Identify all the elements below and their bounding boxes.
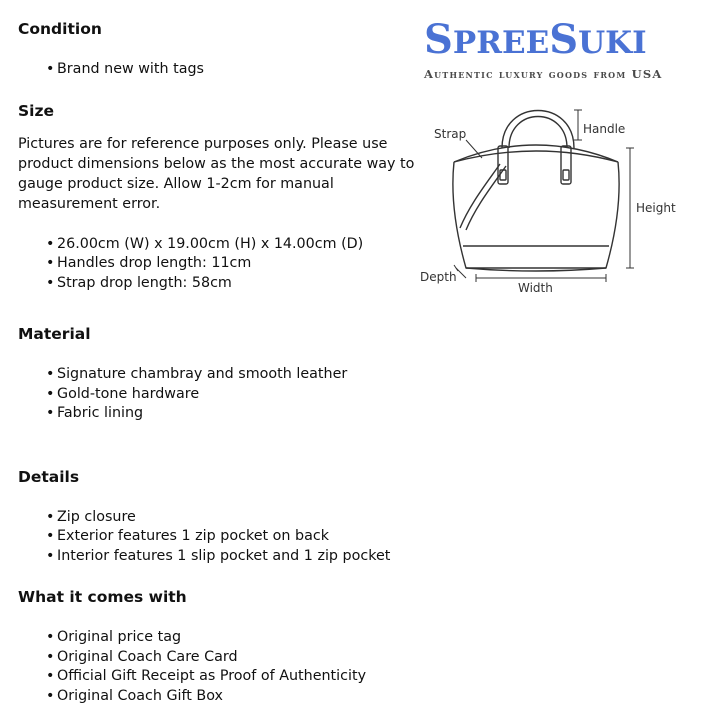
list-item: • Exterior features 1 zip pocket on back — [46, 527, 418, 547]
size-list — [18, 235, 418, 294]
logo-wordmark: SPREESUKI — [424, 16, 647, 63]
logo-tagline: Authentic luxury goods from USA — [424, 67, 663, 81]
list-item: • Fabric lining — [46, 404, 418, 424]
list-item: • Signature chambray and smooth leather — [46, 365, 418, 385]
height-label: Height — [636, 201, 676, 215]
width-label: Width — [518, 281, 553, 295]
depth-label: Depth — [420, 270, 457, 284]
size-heading: Size — [18, 101, 55, 120]
description-column — [18, 19, 418, 706]
size-paragraph: Pictures are for reference purposes only. Please use product dimensions below as the most accurate way to gauge product size. Allow 1-2cm for manual measurement error. — [18, 135, 415, 212]
list-item: • Interior features 1 slip pocket and 1 zip pocket — [46, 547, 418, 567]
details-list — [18, 508, 418, 567]
list-item: • Official Gift Receipt as Proof of Authenticity — [46, 667, 418, 687]
condition-list — [18, 60, 418, 80]
comes-with-list — [18, 628, 418, 706]
material-heading: Material — [18, 325, 91, 343]
list-item: • Strap drop length: 58cm — [46, 274, 418, 294]
list-item: • Original price tag — [46, 628, 418, 648]
strap-label: Strap — [434, 127, 467, 141]
list-item: • Gold-tone hardware — [46, 385, 418, 405]
details-heading: Details — [18, 467, 80, 486]
material-list — [18, 365, 418, 424]
bag-dimension-diagram — [416, 100, 716, 310]
handle-label: Handle — [583, 122, 626, 136]
list-item: • Brand new with tags — [46, 60, 418, 80]
list-item: • 26.00cm (W) x 19.00cm (H) x 14.00cm (D) — [46, 235, 418, 255]
condition-heading: Condition — [18, 20, 102, 38]
spreesuki-logo — [424, 14, 716, 84]
list-item: • Original Coach Gift Box — [46, 687, 418, 707]
list-item: • Handles drop length: 11cm — [46, 254, 418, 274]
list-item: • Zip closure — [46, 508, 418, 528]
bag-body-icon — [453, 162, 619, 268]
list-item: • Original Coach Care Card — [46, 648, 418, 668]
comes-with-heading: What it comes with — [18, 588, 187, 606]
